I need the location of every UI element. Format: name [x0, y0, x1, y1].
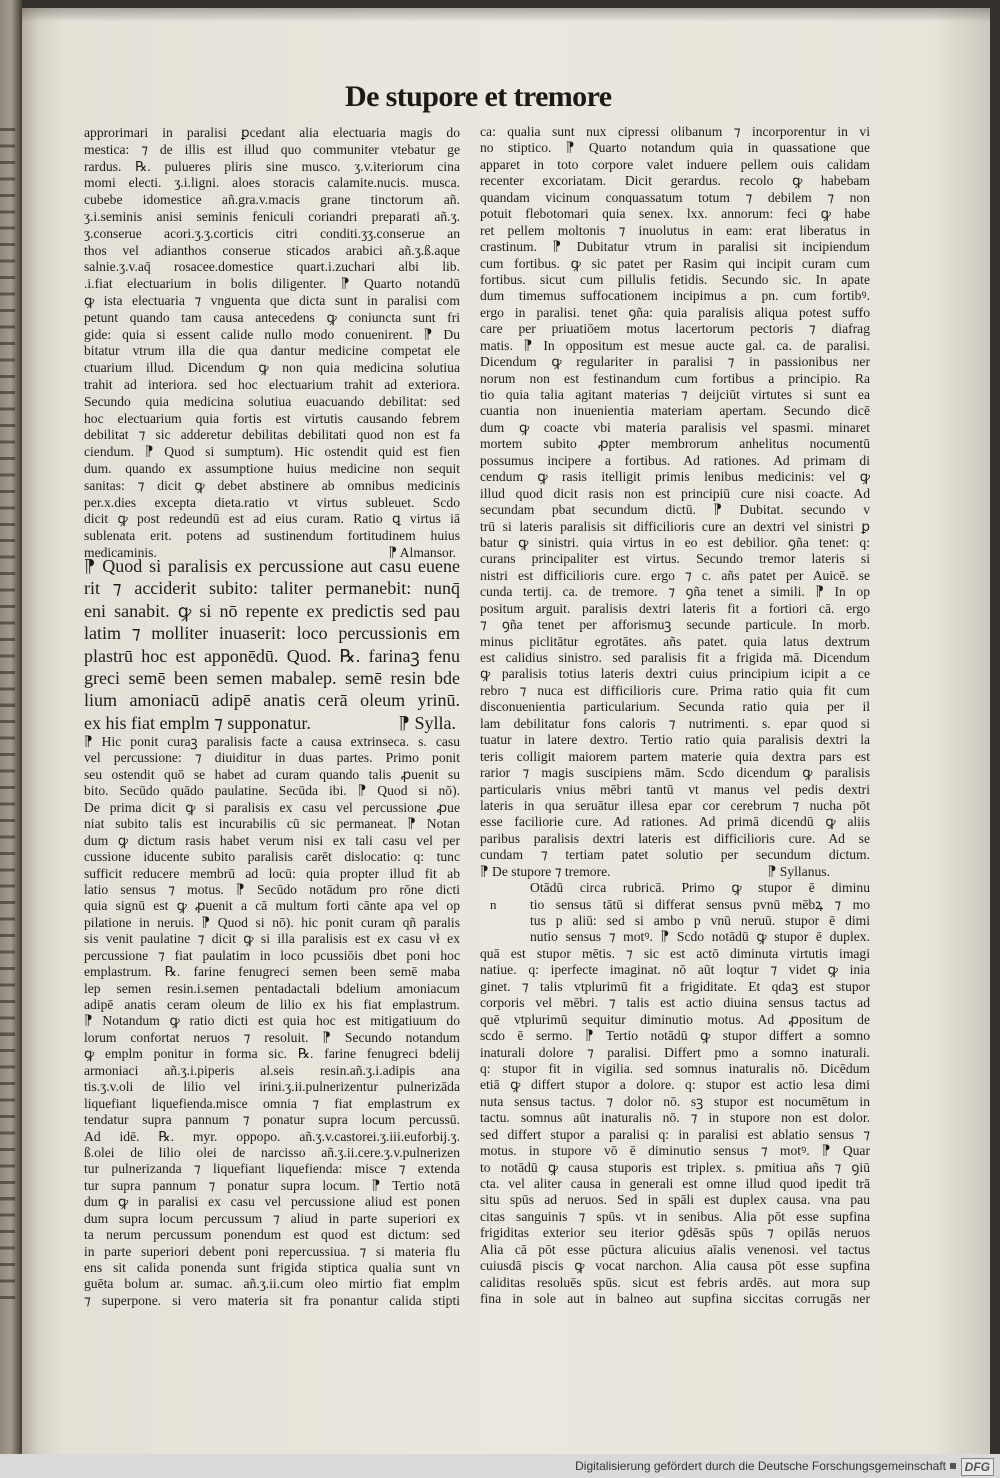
- text-line: possumus incipere a fortibus. Ad rationes. Ad primam di: [480, 452, 870, 468]
- text-line: nuta sensus tactus. ⁊ dolor nō. sꝫ stupor est nocumētum in: [480, 1093, 870, 1109]
- text-line: ctuarium illud. Dicendum ꝙ non quia medicina solutiua: [84, 360, 460, 376]
- text-line: vel percussione: ⁊ diuiditur in duas partes. Primo ponit: [84, 750, 460, 766]
- text-line: hoc electuarium quia fortis est virtutis causando febrem: [84, 410, 460, 426]
- text-line: situ spūs ad neruos. Sed in spāli est duplex causa. vna pau: [480, 1192, 870, 1208]
- source-attribution: ⁋ Almansor.: [388, 544, 456, 560]
- text-line: pilatione in neruis. ⁋ Quod si nō). hic ponit curam qñ paralis: [84, 914, 460, 930]
- text-line: latim ⁊ molliter inuaserit: loco percussionis em: [84, 623, 460, 644]
- text-line: ⁋ Quod si paralisis ex percussione aut casu euene: [84, 556, 460, 576]
- text-line: niat subito talis est incurabilis cū sic permaneat. ⁋ Notan: [84, 816, 460, 832]
- text-line: ca: qualia sunt nux cipressi olibanum ⁊ incorporentur in vi: [480, 124, 870, 139]
- text-line: [84, 712, 460, 734]
- text-line: potuit flebotomari quia senex. lxx. annorum: feci ꝙ habe: [480, 206, 870, 222]
- text-line: esse faciliorie cure. Ad rationes. Ad primā dicendū ꝙ aliis: [480, 814, 870, 830]
- text-line: bito. Secūdo quādo paulatine. Secūda ibi. ⁋ Quod si nō).: [84, 783, 460, 799]
- text-line-body: medicaminis.: [84, 544, 157, 560]
- text-line: plastrū hoc est apponēdū. Quod. ℞. farinaꝫ fenu: [84, 645, 460, 666]
- text-line: ꝙ paralisis totius lateris dextri cuius principium icipit a ce: [480, 666, 870, 682]
- text-line: dum ꝙ dictum rasis habet verum nisi ex tali casu vel per: [84, 832, 460, 848]
- text-line: minus piclitātur egrotātes. añs patet. quia latus dextrum: [480, 633, 870, 649]
- text-line: sis venit paulatine ⁊ dicit ꝙ si illa paralisis est ex casu vł ex: [84, 931, 460, 947]
- text-line: tactu. somnus aūt inaturalis nō. ⁊ in stupore non est dolor.: [480, 1110, 870, 1126]
- initial-guide-letter: n: [490, 897, 497, 912]
- text-line: quā est stupor mētis. ⁊ sic est actō diminuta virtutis imagi: [480, 945, 870, 961]
- text-line: ꝙ emplm ponitur in forma sic. ℞. farine fenugreci bdelij: [84, 1046, 460, 1062]
- text-line: natiue. q: iperfecte imaginat. nō aūt loqtur ⁊ videt ꝙ inia: [480, 962, 870, 978]
- text-line: ß.olei de lilio olei de narcisso añ.ʒ.ii.cere.ʒ.v.pulnerizen: [84, 1144, 460, 1160]
- text-line: lam debilitatur fons caloris ⁊ nutrimenti. s. epar quod si: [480, 715, 870, 731]
- main-text-block: [84, 555, 460, 734]
- text-line: rit ⁊ acciderit subito: taliter permanebit: nunq̄: [84, 578, 460, 599]
- text-line: debilitat ⁊ sic adderetur debilitas debilitati quod non est fa: [84, 427, 460, 443]
- running-title: De stupore et tremore: [345, 80, 612, 113]
- text-line: bitatur vtrum illa die qua dantur medicine competat ele: [84, 343, 460, 359]
- facing-page-edge: [0, 0, 24, 1454]
- text-line: eni sanabit. ꝙ si nō repente ex predictis sed pau: [84, 600, 460, 621]
- text-line: cum fortibus. ꝙ sic patet per Rasim qui incipit curam cum: [480, 255, 870, 271]
- text-line: thos vel adianthos conserue sticados arabici añ.ʒ.ß.aque: [84, 242, 460, 258]
- text-line: [480, 864, 870, 880]
- text-line: Secundo quia medicina solutiua euacuando debilitat: sed: [84, 393, 460, 409]
- text-line: q: stupor fit in vigilia. sed somnus inaturalis nō. Dicēdum: [480, 1060, 870, 1076]
- text-line: armoniaci añ.ʒ.i.piperis al.seis resin.añ.ʒ.i.adipis ana: [84, 1062, 460, 1078]
- text-line: teris colligit maiorem partem materie quia dextra pars est: [480, 748, 870, 764]
- chapter-opening-block: [480, 880, 870, 946]
- text-line: nistri est difficilioris cure. ergo ⁊ c. añs patet per Auicē. se: [480, 567, 870, 583]
- text-line: sanitas: ⁊ dicit ꝙ debet abstinere ab omnibus medicinis: [84, 477, 460, 493]
- text-line: tendatur supra pannum ⁊ ponatur supra locum percussū.: [84, 1112, 460, 1128]
- text-line: Otādū circa rubricā. Primo ꝙ stupor ē diminu: [530, 880, 870, 896]
- facing-page-text-fragments: [0, 128, 15, 1300]
- separator-square-icon: [950, 1463, 956, 1469]
- text-line: quē vtplurimū sequitur diminutio motus. Ad ꝓpositum de: [480, 1011, 870, 1027]
- text-line: ens sit calida ponenda sunt frigida stiptica qualia sunt vn: [84, 1260, 460, 1275]
- text-line: lep semen resin.i.semen pentadactali bdelium amoniacum: [84, 980, 460, 996]
- text-line: frigiditas exterior seu iterior ꝯdēsās spūs ⁊ opilās neruos: [480, 1225, 870, 1241]
- text-line: inaturali dolore ⁊ paralisi. Differt pmo a somno inaturali.: [480, 1044, 870, 1060]
- text-line: no stiptico. ⁋ Quarto notandum quia in quassatione que: [480, 140, 870, 156]
- text-line: dum ꝙ coacte vbi materia paralisis vel spasmi. minaret: [480, 419, 870, 435]
- commentary-block: [480, 124, 870, 880]
- text-line: ⁊ superpone. si vero materia sit fra ponantur calida stipti: [84, 1292, 460, 1308]
- text-line: nutio sensus ⁊ motꝰ. ⁋ Scdo notādū ꝙ stupor ē duplex.: [530, 929, 870, 945]
- text-line: est calidius sinistro. sed paralisis fit a frigida mā. Dicendum: [480, 650, 870, 665]
- text-line: lorum confortat neruos ⁊ resoluit. ⁋ Secundo notandum: [84, 1029, 460, 1045]
- text-line: per.x.dies excepta dieta.ratio vt virtus subleuet. Scdo: [84, 494, 460, 510]
- text-line: approrimari in paralisi ꝑcedant alia electuaria magis do: [84, 125, 460, 140]
- text-line: etiā ꝙ differt stupor a dolore. q: stupor est actio lesa dimi: [480, 1077, 870, 1093]
- text-line: in parte superiori debent poni repercussiua. ⁊ si materia flu: [84, 1243, 460, 1259]
- text-line: tus p aliū: sed si ambo p vnū neruū. stupor ē dimi: [530, 913, 870, 928]
- text-line: liquefiant liquefienda.misce omnia ⁊ fiat emplastrum ex: [84, 1095, 460, 1111]
- digitization-credit-bar: [0, 1454, 1000, 1478]
- text-line: ergo in paralisi. tenet ꝯña: quia paralisis aliqua potest suffo: [480, 304, 870, 320]
- text-line: mestica: ⁊ de illis est illud quo communiter vtebatur ge: [84, 141, 460, 157]
- text-line: sed differt stupor a paralisi q: in paralisi est ablatio sensus ⁊: [480, 1126, 870, 1142]
- text-line: rarior ⁊ magis suscipiens mām. Scdo dicendum ꝙ paralisis: [480, 765, 870, 781]
- text-line: cussione iducente subito paralisis carēt dislocatio: q: tunc: [84, 849, 460, 865]
- text-line: positum arguit. paralisis dextri lateris fit a fortiori cā. ergo: [480, 600, 870, 616]
- text-line: emplastrum. ℞. farine fenugreci semen been semē maba: [84, 964, 460, 980]
- text-line: dum supra locum percussum ⁊ aliud in parte superiori ex: [84, 1210, 460, 1226]
- text-line: salnie.ʒ.v.aq̄ rosacee.domestice quart.i.zuchari albi lib.: [84, 259, 460, 275]
- text-line: ginet. ⁊ talis vtplurimū fit a frigiditate. Et qdaꝫ est stupor: [480, 978, 870, 994]
- text-line: Dicendum ꝙ regulariter in paralisi ⁊ in passionibus ner: [480, 354, 870, 370]
- text-line: crastinum. ⁋ Dubitatur vtrum in paralisi sit incipiendum: [480, 239, 870, 255]
- commentary-block: [84, 125, 460, 562]
- text-line: lium amoniacū adipē anatis cerā oleum yrinū.: [84, 690, 460, 711]
- digitization-credit: Digitalisierung gefördert durch die Deutsche Forschungsgemeinschaft: [575, 1459, 946, 1473]
- text-line: cuiusdā piscis ꝙ vocat narchon. Alia causa pōt esse supfina: [480, 1258, 870, 1274]
- text-line: caliditas resoluēs spūs. sicut est febris ardēs. aut mora sup: [480, 1274, 870, 1290]
- text-line: sublenata erit. potens ad sustinendum fortitudinem huius: [84, 528, 460, 544]
- text-line: dicit ꝙ post redeundū est ad eius curam. Ratio ꝗ virtus iā: [84, 511, 460, 527]
- text-line: Alia cā pōt esse pūctura alicuius aīalis venenosi. vel tactus: [480, 1241, 870, 1257]
- text-line: ⁊ ꝯña tenet per afforismuꝫ secunde particule. In morb.: [480, 617, 870, 633]
- text-line: latio sensus ⁊ motus. ⁋ Secūdo notādum pro rōne dicti: [84, 881, 460, 897]
- text-line-body: ⁋ De stupore ⁊ tremore.: [480, 863, 611, 879]
- text-line: momi electi. ʒ.i.ligni. aloes storacis calamite.nucis. musca.: [84, 175, 460, 191]
- text-line: norum non est festinandum cum fortibus a principio. Ra: [480, 370, 870, 386]
- text-line: tur supra pannum ⁊ ponatur supra locum. ⁋ Tertio notā: [84, 1177, 460, 1193]
- text-line: recenter excoriatam. Dicit gerardus. recolo ꝙ habebam: [480, 173, 870, 189]
- text-line: percussione ⁊ fiat paulatim in loco pcussiōis dbet poni hoc: [84, 947, 460, 963]
- text-line: gide: quia si essent calide nullo modo conuenirent. ⁋ Du: [84, 326, 460, 342]
- text-line: ciendum. ⁋ Quod si sumptum). Hic ostendit quid est fien: [84, 444, 460, 460]
- text-line: rardus. ℞. pulueres pliris sine musco. ʒ.v.iteriorum cina: [84, 158, 460, 174]
- commentary-block: [480, 946, 870, 1308]
- text-line: quia signū est ꝙ ꝓuenit a cā multum forti cānte apa vel op: [84, 898, 460, 914]
- source-attribution: ⁋ Syllanus.: [767, 863, 830, 879]
- text-line: cundam ⁊ tertiam patet solutio per secundum dictum.: [480, 847, 870, 863]
- text-line: particularis vnius mēbri tantū vt manus vel pedis dextri: [480, 781, 870, 797]
- text-line: tio quia talia agitant materias ⁊ deijciūt virtutes si sunt ea: [480, 387, 870, 402]
- text-line: .i.fiat electuarium in bolis diligenter. ⁋ Quarto notandū: [84, 276, 460, 292]
- text-line: cta. vel aliter causa in generali est omne illud quod ipedit trā: [480, 1176, 870, 1191]
- text-line: trahit ad interiora. sed hoc electuarium trahit ad exteriora.: [84, 376, 460, 392]
- text-line: apparet in toto corpore valet induere pellem ouis calidam: [480, 156, 870, 172]
- text-line: seu ostendit quō se habet ad curam quando talis ꝓuenit su: [84, 766, 460, 782]
- text-line: cunda tertij. ca. de tremore. ⁊ ꝯña tenet a simili. ⁋ In op: [480, 584, 870, 600]
- text-line: lateris in qua seruātur illesa epar cor cerebrum ⁊ nucha pōt: [480, 797, 870, 813]
- text-line: fina in sole aut in balneo aut supfina siccitas corrugās ner: [480, 1291, 870, 1307]
- text-line: cubebe idomestice añ.gra.v.macis grane tinctorum añ.: [84, 192, 460, 208]
- text-line: greci semē been semen mabalep. semē resin bde: [84, 667, 460, 688]
- page-top-shadow: [22, 8, 990, 22]
- text-line: trū si lateris paralisis sit difficilioris cure an dextri vel sinistri ꝑ: [480, 518, 870, 534]
- right-text-column: [480, 124, 870, 1308]
- text-line: care per priuatiōem motus lacertorum pectoris ⁊ diafrag: [480, 321, 870, 337]
- text-line: batur ꝙ sinistri. quia virtus in eo est debilior. ꝯña tenet: q:: [480, 534, 870, 550]
- text-line: Ad idē. ℞. myr. oppopo. añ.ʒ.v.castorei.ʒ.iii.euforbij.ʒ.: [84, 1128, 460, 1144]
- text-line: sufficit reducere membrū ad locū: quia propter illud fit ab: [84, 865, 460, 881]
- text-line: motus. in stupore vō ē diminutio sensus ⁊ motꝰ. ⁋ Quar: [480, 1143, 870, 1159]
- text-line: paribus paralisis dextri lateris est difficilioris cure. Ad se: [480, 830, 870, 846]
- text-line: petunt quando tam causa antecedens ꝙ coniuncta sunt fri: [84, 309, 460, 325]
- text-line: rebro ⁊ nuca est difficilioris cure. Prima ratio quia fit cum: [480, 682, 870, 698]
- text-line: curans principaliter est virtus. Secundo tremor lateris si: [480, 551, 870, 567]
- text-line: dum ꝙ in paralisi ex casu vel percussione aliud est ponen: [84, 1194, 460, 1210]
- text-line: corporis vel mēbri. ⁊ talis est actio diuina sensus tactus ad: [480, 995, 870, 1011]
- text-line: quandam vicinum conquassatum totum ⁊ debilem ⁊ non: [480, 189, 870, 205]
- text-line: ʒ.i.seminis anisi seminis feniculi coriandri preparati añ.ʒ.: [84, 208, 460, 224]
- text-line: dum timemus suffocationem incipimus a pn. cum fortibꝰ.: [480, 288, 870, 304]
- text-line: fortibus. sicut cum pillulis fetidis. Secundo sic. In apate: [480, 271, 870, 287]
- text-line: cuantia non inuenientia materiam apertam. Secundo dicē: [480, 403, 870, 419]
- text-line: ret pellem moltonis ⁊ inuolutus in eam: erat liberatus in: [480, 222, 870, 238]
- commentary-block: [84, 734, 460, 1309]
- text-line: tuatur in latere dextro. Tertio ratio quia paralisis dextri la: [480, 732, 870, 748]
- text-line: mortem subito ꝓpter membrorum anhelitus nocumentū: [480, 436, 870, 452]
- text-line: ⁋ Notandum ꝙ ratio dicti est quia hoc est mitigatiuum do: [84, 1013, 460, 1029]
- text-line: ʒ.conserue acori.ʒ.ʒ.corticis citri conditi.ʒʒ.conserue an: [84, 225, 460, 241]
- text-line: adipē anatis ceram oleum de lilio ex his fiat emplastrum.: [84, 997, 460, 1012]
- text-line: guēta bolum ar. sumac. añ.ʒ.ii.cum oleo mirtio fiat emplm: [84, 1276, 460, 1292]
- text-line: ꝙ ista electuaria ⁊ vnguenta que dicta sunt in paralisi com: [84, 292, 460, 308]
- text-line: scdo ē sermo. ⁋ Tertio notādū ꝙ stupor differt a somno: [480, 1028, 870, 1044]
- text-line: De prima dicit ꝙ si paralisis ex casu vel percussione ꝓue: [84, 799, 460, 815]
- text-line: tio sensus tātū si differat sensus pvnū mēbꝝ ⁊ mo: [530, 896, 870, 912]
- text-line: tur pulnerizanda ⁊ liquefiant liquefienda: misce ⁊ extenda: [84, 1161, 460, 1177]
- text-line: citas sanguinis ⁊ spūs. vt in senibus. Alia pōt esse supfina: [480, 1208, 870, 1224]
- text-line: illud quod dicit rasis non est principiū cure nisi coacte. Ad: [480, 485, 870, 501]
- dfg-logo: DFG: [961, 1458, 994, 1476]
- text-line: secundam pbat secundum dictū. ⁋ Dubitat. secundo v: [480, 502, 870, 518]
- source-attribution: ⁋ Sylla.: [398, 712, 456, 733]
- text-line: tis.ʒ.v.oli de lilio vel irini.ʒ.ii.pulnerizentur pulnerizāda: [84, 1079, 460, 1095]
- text-line: matis. ⁋ In oppositum est mesue aucte gal. ca. de paralisi.: [480, 337, 870, 353]
- text-line: ta nerum percussum ponendum est quod est dictum: sed: [84, 1227, 460, 1243]
- text-line: ⁋ Hic ponit curaꝫ paralisis facte a causa extrinseca. s. casu: [84, 734, 460, 749]
- text-line: dum. quando ex assumptione huius medicine non sequit: [84, 460, 460, 476]
- text-line-body: ex his fiat emplm ⁊ supponatur.: [84, 712, 311, 733]
- text-line: to notādū ꝙ causa stuporis est triplex. s. pmitiua añs ⁊ ꝯiū: [480, 1159, 870, 1175]
- text-line: cendum ꝙ rasis itelligit primis lenibus medicinis: vel ꝙ: [480, 469, 870, 485]
- text-line: disconuenientia particularium. Secunda ratio quia per il: [480, 699, 870, 715]
